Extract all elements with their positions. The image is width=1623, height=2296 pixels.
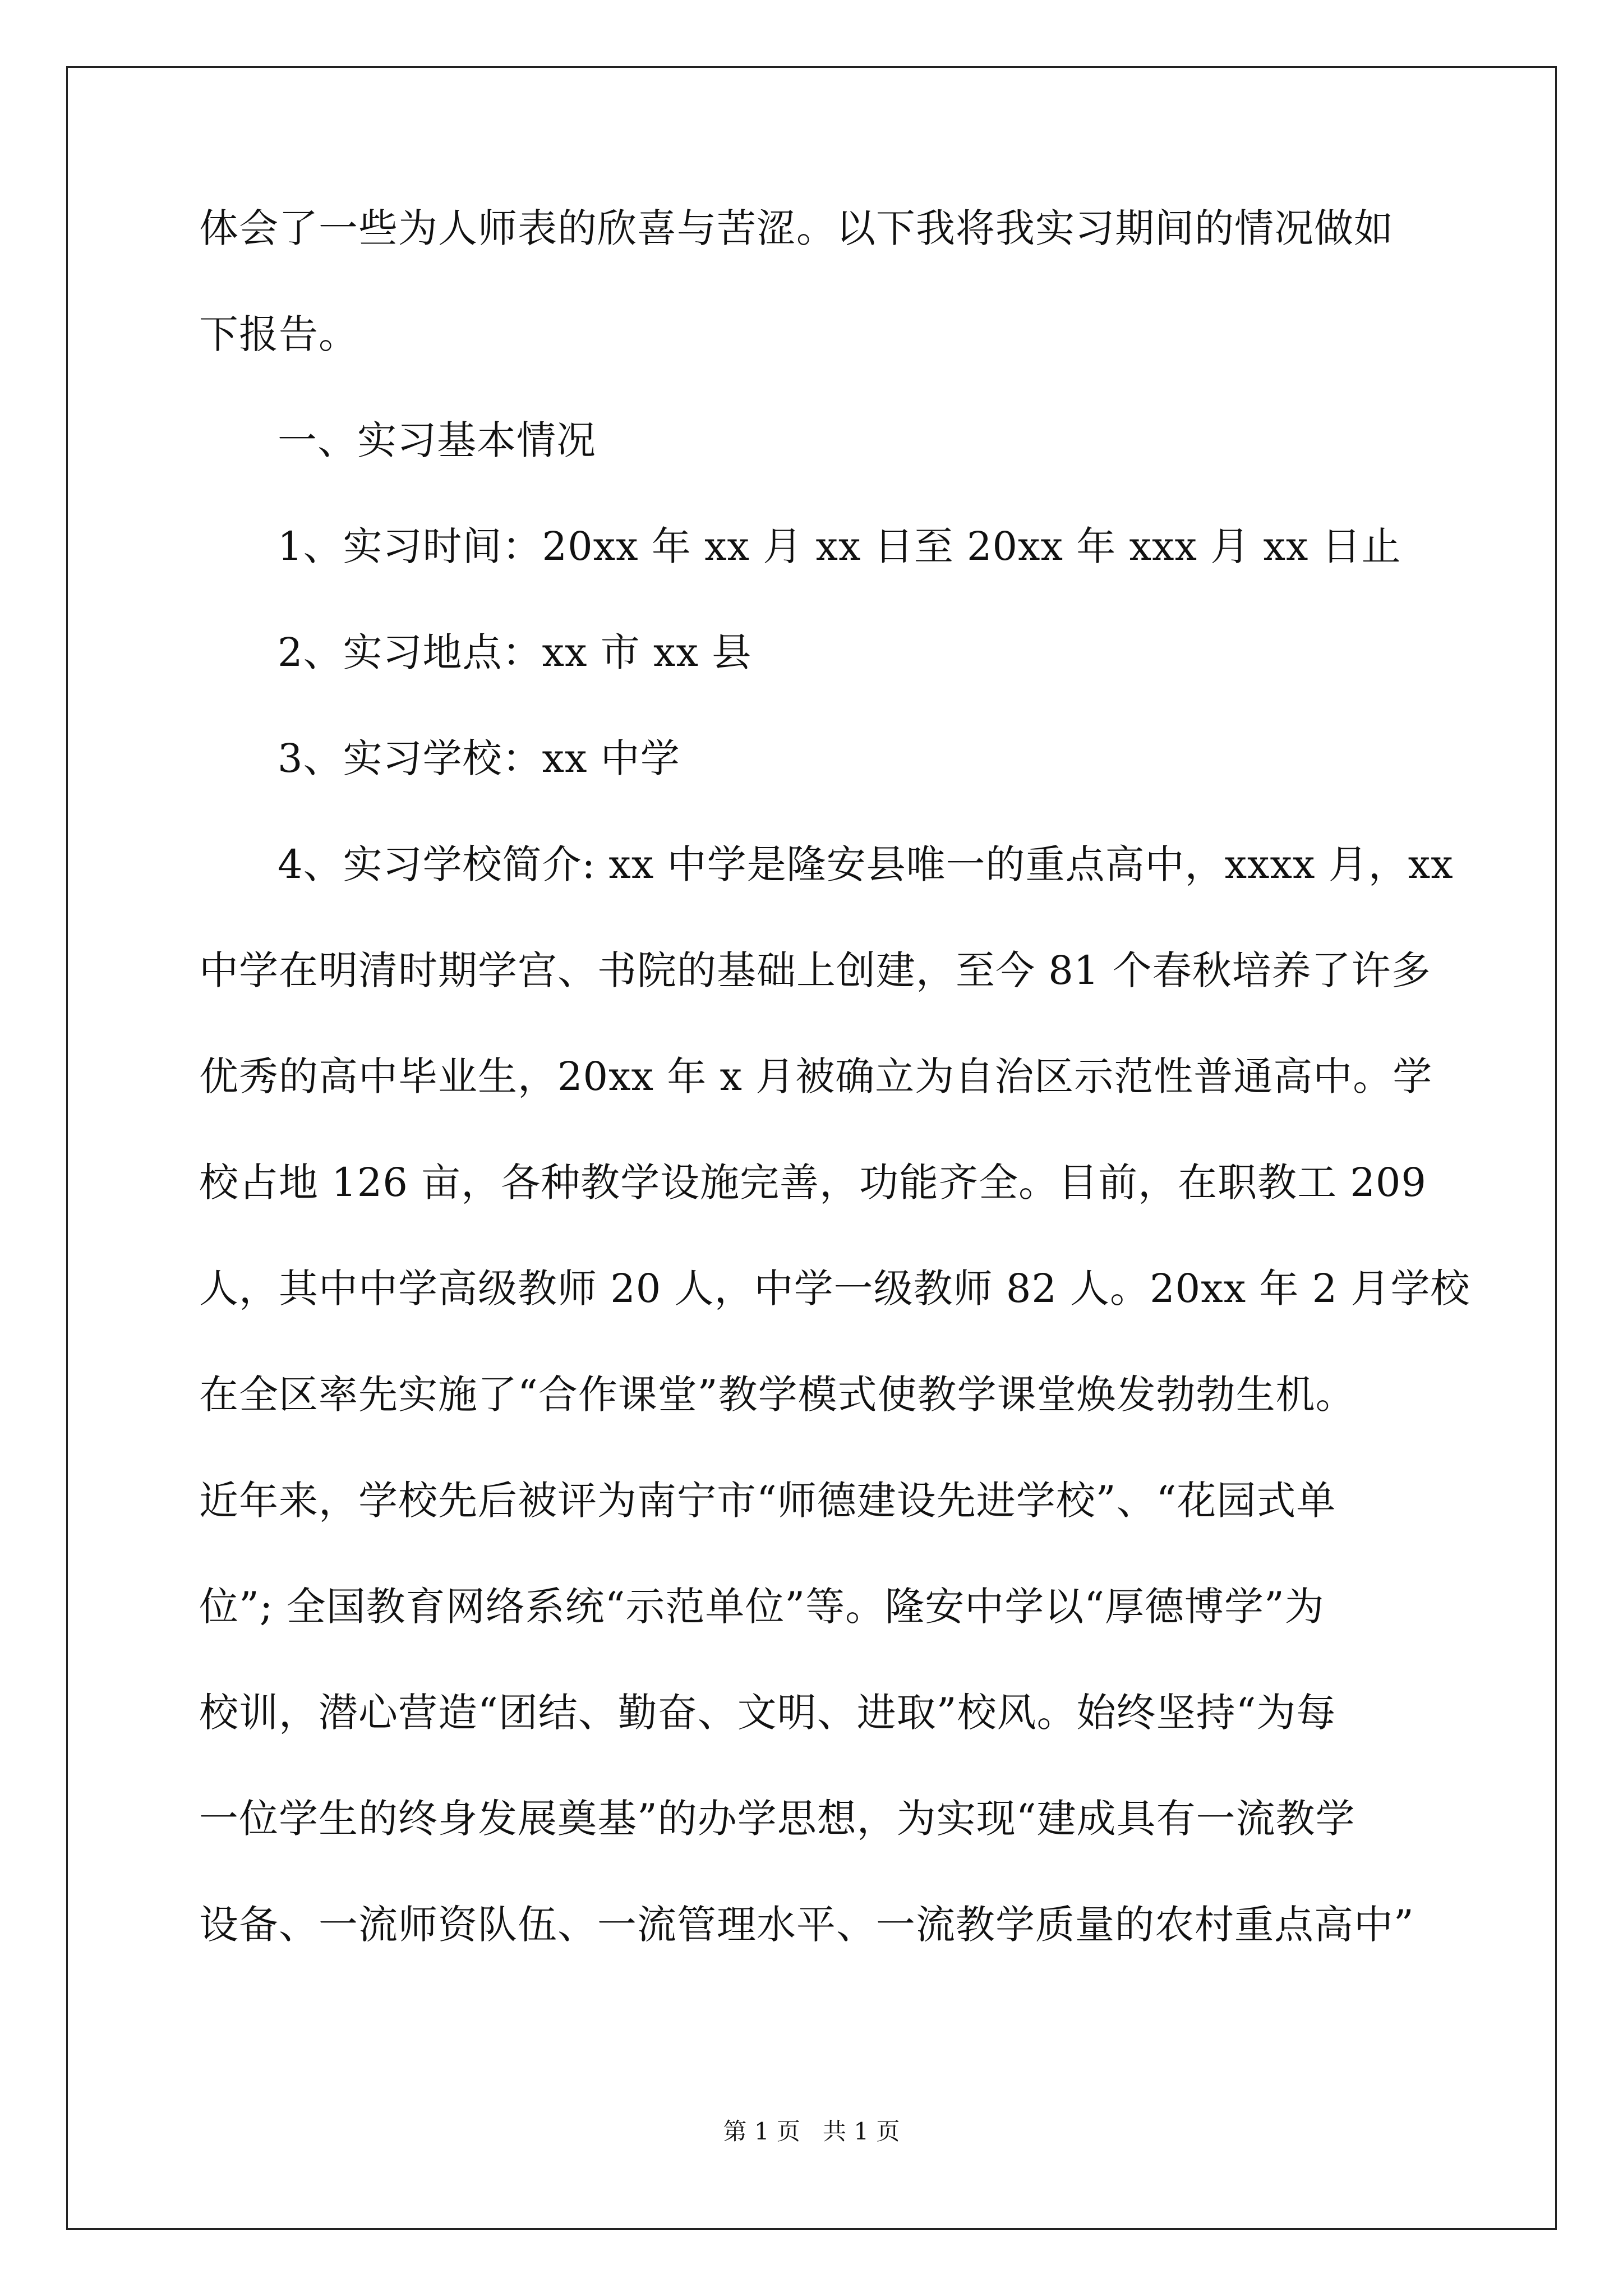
text-line: 设备、一流师资队伍、一流管理水平、一流教学质量的农村重点高中”	[199, 1902, 1414, 1948]
text-line: 近年来，学校先后被评为南宁市“师德建设先进学校”、“花园式单	[199, 1478, 1336, 1524]
text-line: 中学在明清时期学宫、书院的基础上创建，至今 81 个春秋培养了许多	[199, 947, 1431, 993]
text-line: 校占地 126 亩，各种教学设施完善，功能齐全。目前，在职教工 209	[199, 1159, 1427, 1205]
text-line: 人，其中中学高级教师 20 人，中学一级教师 82 人。20xx 年 2 月学校	[199, 1266, 1470, 1312]
document-body	[199, 205, 1470, 2011]
text-line: 体会了一些为人师表的欣喜与苦涩。以下我将我实习期间的情况做如	[199, 205, 1394, 251]
text-line: 位”; 全国教育网络系统“示范单位”等。隆安中学以“厚德博学”为	[199, 1584, 1325, 1630]
text-line: 优秀的高中毕业生，20xx 年 x 月被确立为自治区示范性普通高中。学	[199, 1053, 1433, 1099]
section-heading: 一、实习基本情况	[278, 417, 596, 463]
text-line: 下报告。	[199, 311, 358, 357]
text-line: 校训，潜心营造“团结、勤奋、文明、进取”校风。始终坚持“为每	[199, 1690, 1336, 1736]
page-footer: 第 1 页 共 1 页	[723, 2118, 900, 2145]
text-line: 3、实习学校：xx 中学	[278, 735, 680, 781]
text-line: 4、实习学校简介: xx 中学是隆安县唯一的重点高中，xxxx 月，xx	[278, 841, 1454, 887]
text-line: 2、实习地点：xx 市 xx 县	[278, 629, 752, 675]
text-line: 在全区率先实施了“合作课堂”教学模式使教学课堂焕发勃勃生机。	[199, 1372, 1355, 1418]
text-line: 一位学生的终身发展奠基”的办学思想，为实现“建成具有一流教学	[199, 1796, 1355, 1842]
text-line: 1、实习时间：20xx 年 xx 月 xx 日至 20xx 年 xxx 月 xx 日止	[278, 523, 1401, 569]
